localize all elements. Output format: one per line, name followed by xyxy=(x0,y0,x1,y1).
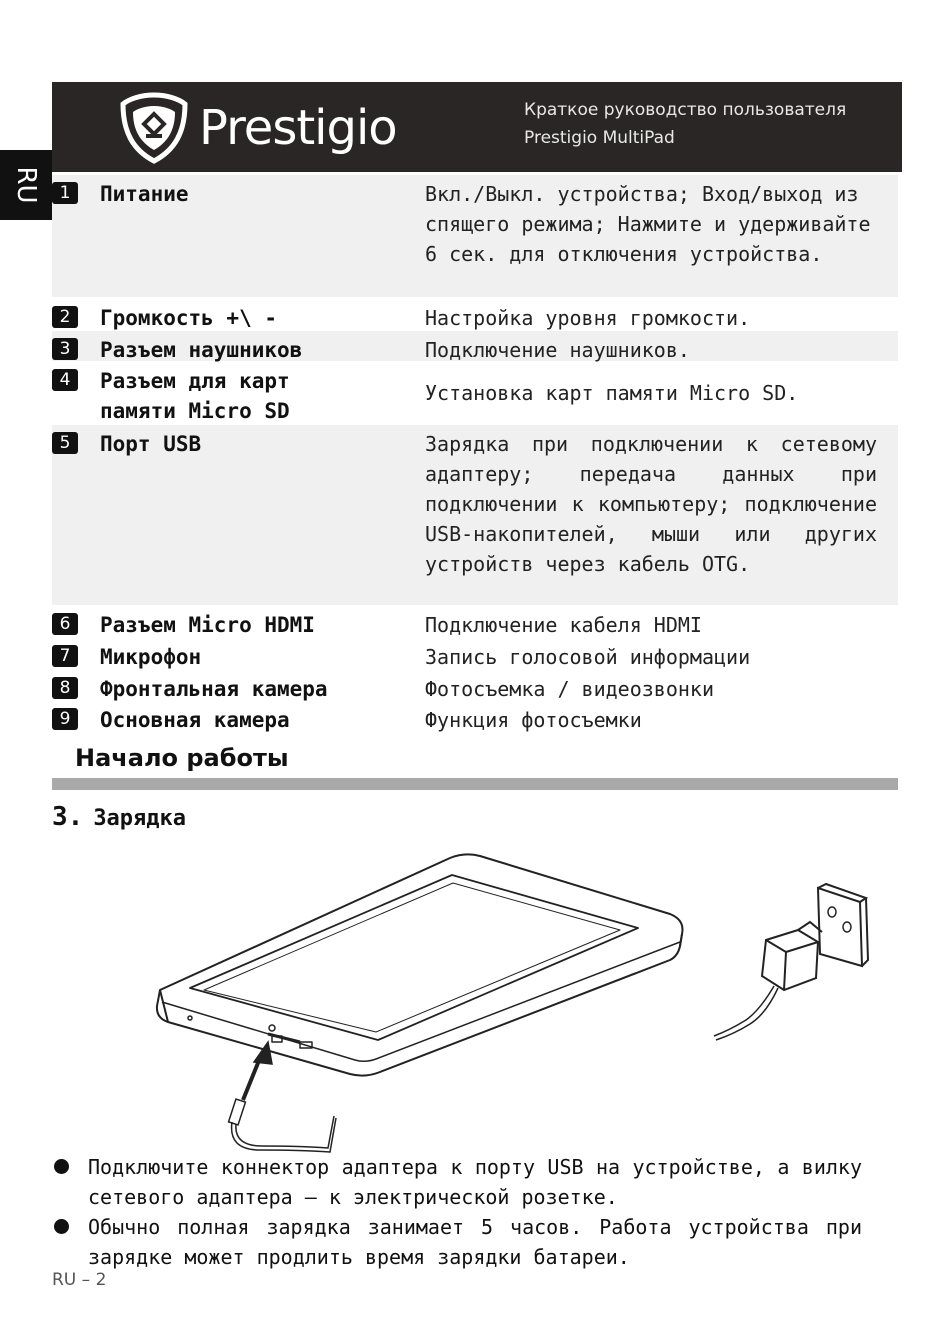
table-row xyxy=(52,670,898,701)
part-number: 5 xyxy=(52,432,78,454)
prestigio-emblem-icon xyxy=(119,92,189,164)
part-description: Функция фотосъемки xyxy=(425,708,642,732)
list-item-text: Обычно полная зарядка занимает 5 часов. Работа устройства при зарядке может продлить время зарядки батареи. xyxy=(88,1215,862,1269)
instructions-list xyxy=(52,1152,862,1272)
part-number: 3 xyxy=(52,338,78,360)
page-number: RU – 2 xyxy=(52,1270,107,1290)
part-name: Громкость +\ - xyxy=(100,306,278,330)
part-number: 2 xyxy=(52,306,78,328)
part-number: 6 xyxy=(52,613,78,635)
part-description: Вкл./Выкл. устройства; Вход/выход из спящего режима; Нажмите и удерживайте 6 сек. для отключения устройства. xyxy=(425,182,871,266)
part-name: Фронтальная камера xyxy=(100,677,328,701)
part-name: Питание xyxy=(100,182,189,206)
list-item xyxy=(52,1152,862,1212)
part-number: 7 xyxy=(52,645,78,667)
guide-title: Краткое руководство пользователя xyxy=(524,100,847,120)
charging-illustration xyxy=(150,850,880,1160)
part-number: 1 xyxy=(52,182,78,204)
step-number: 3. xyxy=(52,802,84,832)
bullet-icon xyxy=(54,1219,69,1234)
part-description: Подключение наушников. xyxy=(425,338,690,362)
table-row xyxy=(52,638,898,669)
part-number: 9 xyxy=(52,708,78,730)
part-description: Подключение кабеля HDMI xyxy=(425,613,702,637)
table-row xyxy=(52,701,898,732)
brand-name: Prestigio xyxy=(199,100,397,156)
part-name: Разъем Micro HDMI xyxy=(100,613,315,637)
language-tab xyxy=(0,150,52,220)
bullet-icon xyxy=(54,1159,69,1174)
part-number: 8 xyxy=(52,677,78,699)
section-title: Начало работы xyxy=(75,744,289,772)
header-band xyxy=(52,82,902,172)
header-caption xyxy=(524,96,846,152)
table-row xyxy=(52,425,898,605)
part-name: Микрофон xyxy=(100,645,202,669)
table-row xyxy=(52,175,898,297)
part-name: Основная камера xyxy=(100,708,290,732)
wall-adapter-drawing xyxy=(714,884,868,1040)
table-row xyxy=(52,331,898,361)
product-name: Prestigio MultiPad xyxy=(524,128,675,148)
part-name: Разъем наушников xyxy=(100,338,303,362)
section-divider xyxy=(52,778,898,790)
part-name: Разъем для карт памяти Micro SD xyxy=(100,369,290,423)
list-item-text: Подключите коннектор адаптера к порту USB на устройстве, а вилку сетевого адаптера – к электрической розетке. xyxy=(88,1155,862,1209)
table-row xyxy=(52,606,898,637)
part-description: Установка карт памяти Micro SD. xyxy=(425,381,799,405)
step-title: Зарядка xyxy=(93,806,187,831)
step-heading xyxy=(52,802,186,832)
language-tab-label: RU xyxy=(11,166,41,204)
part-name: Порт USB xyxy=(100,432,202,456)
table-row xyxy=(52,362,898,424)
tablet-drawing xyxy=(157,854,683,1075)
logo xyxy=(119,92,397,164)
list-item xyxy=(52,1212,862,1272)
table-row xyxy=(52,299,898,330)
part-description: Настройка уровня громкости. xyxy=(425,306,751,330)
part-number: 4 xyxy=(52,369,78,391)
part-description: Фотосъемка / видеозвонки xyxy=(425,677,714,701)
part-description: Зарядка при подключении к сетевому адаптеру; передача данных при подключении к компьютеру; подключение USB-накопителей, мыши или других устройств через кабель OTG. xyxy=(425,432,877,576)
part-description: Запись голосовой информации xyxy=(425,645,751,669)
